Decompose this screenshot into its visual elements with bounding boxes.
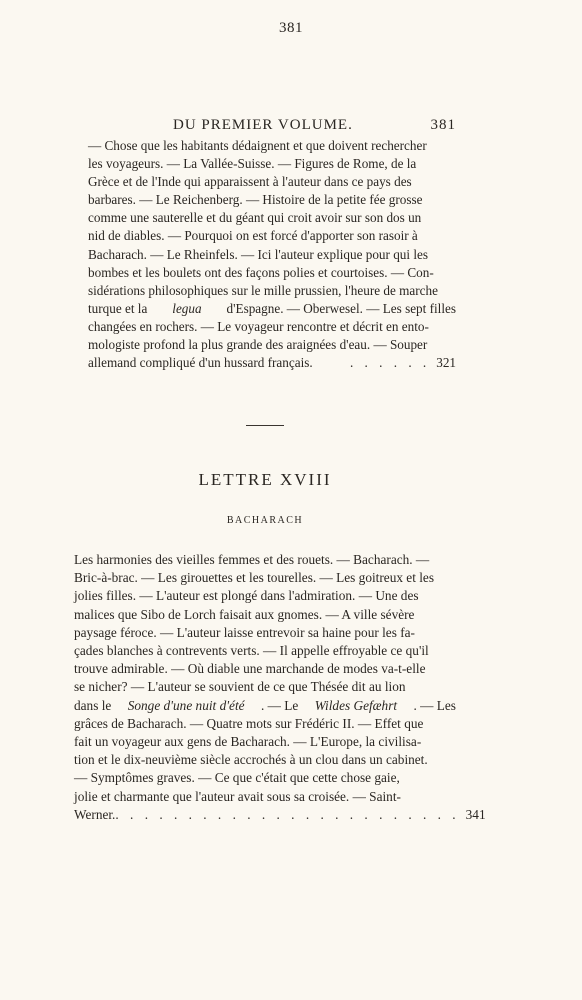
text-line: Grèce et de l'Inde qui apparaissent à l'auteur dans ce pays des [88,174,412,190]
text-line: Bric-à-brac. — Les girouettes et les tourelles. — Les goitreux et les [74,570,435,586]
text-line: malices que Sibo de Lorch faisait aux gnomes. — A ville sévère [74,606,415,622]
toc-leader-dots: . . . . . . . . . . . . . . . . . . . . . . . . [115,806,460,822]
text-line: Bacharach. — Le Rheinfels. — Ici l'auteur explique pour qui les [88,246,429,262]
toc-entry-last-line [88,354,456,372]
running-head-title: DU PREMIER VOLUME. [173,117,353,133]
text-line: çades blanches à contrevents verts. — Il appelle effroyable ce qu'il [74,643,429,659]
text-line: paysage féroce. — L'auteur laisse entrevoir sa haine pour les fa- [74,624,415,640]
text-line: mologiste profond la plus grande des araignées d'eau. — Souper [88,337,428,353]
text-line: trouve admirable. — Où diable une marchande de modes va-t-elle [74,661,426,677]
toc-entry-lines [74,551,456,806]
toc-page-ref: 321 [436,355,456,371]
text-line: changées en rochers. — Le voyageur rencontre et décrit en ento- [88,318,429,334]
toc-entry-letter-xviii [74,551,486,824]
text-line: jolie et charmante que l'auteur avait sous sa croisée. — Saint- [74,788,401,804]
section-divider [246,425,284,426]
text-line: tion et le dix-neuvième siècle accrochés à un clou dans un cabinet. [74,752,428,768]
text-line: — Chose que les habitants dédaignent et que doivent rechercher [88,138,427,153]
letter-place: BACHARACH [226,515,304,526]
text-line: nid de diables. — Pourquoi on est forcé d'apporter son rasoir à [88,228,418,244]
text-line: — Symptômes graves. — Ce que c'était que cette chose gaie, [74,770,400,786]
running-head-page: 381 [430,117,456,133]
toc-entry-previous-letter [88,137,456,372]
text-line: grâces de Bacharach. — Quatre mots sur Frédéric II. — Effet que [74,715,424,731]
toc-entry-last-line [74,806,486,824]
toc-entry-last-text: Werner. [74,806,116,822]
text-line: Les harmonies des vieilles femmes et des rouets. — Bacharach. — [74,552,430,567]
text-line: jolies filles. — L'auteur est plongé dans l'admiration. — Une des [74,588,419,604]
text-line: sidérations philosophiques sur le mille prussien, l'heure de marche [88,282,438,298]
text-line: les voyageurs. — La Vallée-Suisse. — Figures de Rome, de la [88,156,417,172]
text-line: barbares. — Le Reichenberg. — Histoire de la petite fée grosse [88,192,423,208]
page-number: 381 [279,20,303,36]
toc-entry-last-text: allemand compliqué d'un hussard français. [88,355,313,371]
toc-entry-lines [88,137,456,354]
text-line: turque et la legua d'Espagne. — Oberwesel. — Les sept filles [88,300,456,316]
text-line: fait un voyageur aux gens de Bacharach. — L'Europe, la civilisa- [74,734,422,750]
text-line: comme une sauterelle et du géant qui croit avoir sur son dos un [88,210,422,226]
text-line: se nicher? — L'auteur se souvient de ce que Thésée dit au lion [74,679,406,695]
text-line: bombes et les boulets ont des façons polies et courtoises. — Con- [88,264,434,280]
toc-leader-dots: . . . . . . [349,355,431,371]
letter-heading: LETTRE XVIII [198,470,332,489]
toc-page-ref: 341 [465,806,486,822]
text-line: dans le Songe d'une nuit d'été . — Le Wildes Gefæhrt . — Les [74,697,456,713]
